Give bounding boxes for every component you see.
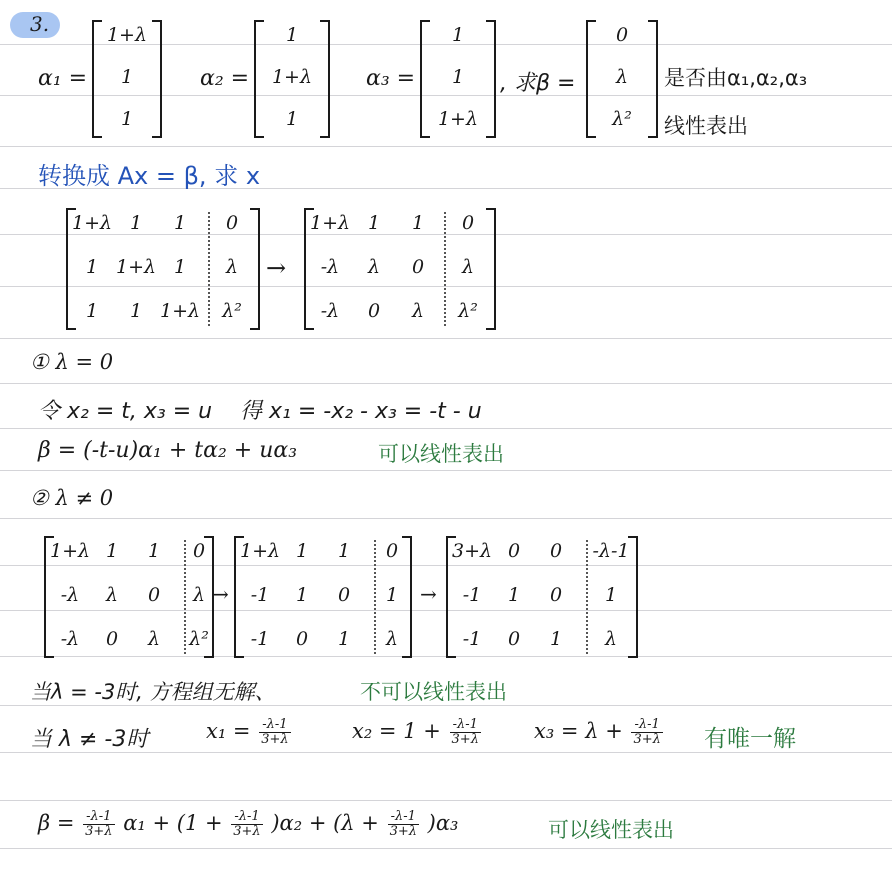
fraction-numerator: -λ-1 bbox=[450, 718, 481, 733]
matrix-cell: 3+λ bbox=[452, 540, 493, 562]
alpha3-vector bbox=[420, 20, 496, 138]
fraction bbox=[631, 718, 662, 747]
fraction-numerator: -λ-1 bbox=[231, 810, 262, 825]
matrix-cell: -λ bbox=[320, 256, 340, 278]
fraction bbox=[231, 810, 262, 839]
augmented-matrix-1 bbox=[66, 208, 260, 330]
matrix-cell: λ bbox=[147, 628, 161, 650]
alpha1-vector bbox=[92, 20, 162, 138]
problem-number: 3. bbox=[30, 12, 50, 36]
x3-label: x₃ = λ + bbox=[534, 719, 623, 743]
beta-final-expression bbox=[38, 810, 458, 839]
matrix-cell: -λ bbox=[60, 628, 80, 650]
matrix-cell: -1 bbox=[250, 584, 270, 606]
matrix-cell: -λ bbox=[320, 300, 340, 322]
fraction-numerator: -λ-1 bbox=[259, 718, 290, 733]
fraction bbox=[388, 810, 419, 839]
case1-beta-expression: β = (-t-u)α₁ + tα₂ + uα₃ bbox=[38, 438, 298, 463]
matrix-cell: 0 bbox=[367, 300, 381, 322]
alpha1-label: α₁ = bbox=[38, 66, 88, 91]
augmented-matrix-2 bbox=[304, 208, 496, 330]
unique-solution-note: 有唯一解 bbox=[704, 726, 796, 752]
matrix-cell: 0 bbox=[147, 584, 161, 606]
x2-solution bbox=[352, 718, 483, 747]
matrix-cell: -1 bbox=[462, 628, 482, 650]
matrix-cell: λ² bbox=[222, 300, 242, 322]
case2-unique-condition: 当 λ ≠ -3时 bbox=[30, 727, 149, 752]
x1-label: x₁ = bbox=[206, 719, 251, 743]
matrix-cell: 1 bbox=[411, 212, 425, 234]
alpha1-entry: 1+λ bbox=[106, 24, 148, 46]
row-reduce-arrow: → bbox=[266, 254, 287, 282]
matrix-cell: 0 bbox=[105, 628, 119, 650]
matrix-cell: 1 bbox=[147, 540, 161, 562]
matrix-cell: -1 bbox=[462, 584, 482, 606]
matrix-cell: 0 bbox=[385, 540, 399, 562]
matrix-cell: 0 bbox=[411, 256, 425, 278]
alpha2-label: α₂ = bbox=[200, 66, 250, 91]
x2-label: x₂ = 1 + bbox=[352, 719, 441, 743]
beta-vector bbox=[586, 20, 658, 138]
matrix-cell: 1+λ bbox=[116, 256, 157, 278]
matrix-cell: λ bbox=[225, 256, 239, 278]
matrix-cell: 1 bbox=[367, 212, 381, 234]
matrix-cell: 0 bbox=[295, 628, 309, 650]
case2-matrix-1 bbox=[44, 536, 214, 658]
matrix-cell: 1 bbox=[507, 584, 521, 606]
matrix-cell: 1 bbox=[549, 628, 563, 650]
matrix-cell: 1+λ bbox=[240, 540, 281, 562]
matrix-cell: 0 bbox=[192, 540, 206, 562]
row-reduce-arrow: → bbox=[212, 582, 229, 606]
beta-term-3: )α₃ bbox=[427, 811, 459, 835]
alpha3-entry: 1 bbox=[451, 66, 465, 88]
matrix-cell: 1 bbox=[105, 540, 119, 562]
matrix-cell: 0 bbox=[337, 584, 351, 606]
matrix-cell: -λ-1 bbox=[592, 540, 630, 562]
matrix-cell: λ bbox=[367, 256, 381, 278]
beta-final-label: β = bbox=[38, 811, 75, 835]
matrix-cell: 1 bbox=[337, 628, 351, 650]
case1-conclusion: 可以线性表出 bbox=[378, 442, 504, 466]
fraction-numerator: -λ-1 bbox=[631, 718, 662, 733]
beta-entry: λ bbox=[615, 66, 629, 88]
matrix-cell: 1 bbox=[85, 256, 99, 278]
fraction-denominator: 3+λ bbox=[261, 732, 289, 747]
fraction-denominator: 3+λ bbox=[233, 824, 261, 839]
convert-instruction: 转换成 Ax = β, 求 x bbox=[38, 162, 261, 190]
matrix-cell: 1 bbox=[173, 256, 187, 278]
alpha1-entry: 1 bbox=[120, 108, 134, 130]
alpha3-entry: 1+λ bbox=[437, 108, 479, 130]
matrix-cell: 1 bbox=[129, 300, 143, 322]
alpha2-vector bbox=[254, 20, 330, 138]
case2-heading: ② λ ≠ 0 bbox=[30, 486, 114, 510]
case1-let-statement: 令 x₂ = t, x₃ = u bbox=[38, 399, 213, 424]
matrix-cell: 0 bbox=[461, 212, 475, 234]
alpha2-entry: 1 bbox=[285, 24, 299, 46]
case1-heading: ① λ = 0 bbox=[30, 350, 114, 374]
matrix-cell: 1+λ bbox=[72, 212, 113, 234]
x1-solution bbox=[206, 718, 293, 747]
matrix-cell: 0 bbox=[549, 584, 563, 606]
matrix-cell: 1 bbox=[129, 212, 143, 234]
matrix-cell: 1 bbox=[173, 212, 187, 234]
beta-final-conclusion: 可以线性表出 bbox=[548, 818, 674, 842]
question-line-1: 是否由α₁,α₂,α₃ bbox=[664, 66, 808, 90]
case1-solution: 得 x₁ = -x₂ - x₃ = -t - u bbox=[240, 399, 482, 424]
beta-entry: λ² bbox=[612, 108, 632, 130]
matrix-cell: λ² bbox=[458, 300, 478, 322]
matrix-cell: -λ bbox=[60, 584, 80, 606]
matrix-cell: 1 bbox=[85, 300, 99, 322]
fraction-denominator: 3+λ bbox=[389, 824, 417, 839]
fraction-denominator: 3+λ bbox=[85, 824, 113, 839]
beta-term-1: α₁ + (1 + bbox=[123, 811, 223, 835]
alpha3-label: α₃ = bbox=[366, 66, 416, 91]
alpha1-entry: 1 bbox=[120, 66, 134, 88]
fraction bbox=[83, 810, 114, 839]
matrix-cell: λ bbox=[192, 584, 206, 606]
matrix-cell: 1 bbox=[295, 584, 309, 606]
fraction-numerator: -λ-1 bbox=[388, 810, 419, 825]
fraction bbox=[450, 718, 481, 747]
matrix-cell: 0 bbox=[507, 540, 521, 562]
row-reduce-arrow: → bbox=[420, 582, 437, 606]
fraction-denominator: 3+λ bbox=[451, 732, 479, 747]
matrix-cell: 0 bbox=[225, 212, 239, 234]
x3-solution bbox=[534, 718, 665, 747]
matrix-cell: λ bbox=[411, 300, 425, 322]
matrix-cell: λ² bbox=[189, 628, 209, 650]
matrix-cell: 0 bbox=[549, 540, 563, 562]
matrix-cell: 1+λ bbox=[160, 300, 201, 322]
matrix-cell: -1 bbox=[250, 628, 270, 650]
matrix-cell: 1 bbox=[337, 540, 351, 562]
fraction-numerator: -λ-1 bbox=[83, 810, 114, 825]
case2-matrix-2 bbox=[234, 536, 412, 658]
case2-no-solution-conclusion: 不可以线性表出 bbox=[360, 680, 507, 704]
case2-no-solution-condition: 当λ = -3时, 方程组无解、 bbox=[30, 680, 276, 704]
matrix-cell: 1+λ bbox=[310, 212, 351, 234]
fraction bbox=[259, 718, 290, 747]
matrix-cell: λ bbox=[105, 584, 119, 606]
question-line-2: 线性表出 bbox=[664, 114, 748, 138]
beta-term-2: )α₂ + (λ + bbox=[271, 811, 379, 835]
beta-label: , 求β = bbox=[500, 71, 576, 96]
matrix-cell: λ bbox=[385, 628, 399, 650]
fraction-denominator: 3+λ bbox=[633, 732, 661, 747]
alpha2-entry: 1+λ bbox=[271, 66, 313, 88]
matrix-cell: 1 bbox=[295, 540, 309, 562]
matrix-cell: 1 bbox=[604, 584, 618, 606]
matrix-cell: 1+λ bbox=[50, 540, 91, 562]
alpha2-entry: 1 bbox=[285, 108, 299, 130]
beta-entry: 0 bbox=[615, 24, 629, 46]
case2-matrix-3 bbox=[446, 536, 638, 658]
matrix-cell: 1 bbox=[385, 584, 399, 606]
alpha3-entry: 1 bbox=[451, 24, 465, 46]
matrix-cell: λ bbox=[604, 628, 618, 650]
matrix-cell: λ bbox=[461, 256, 475, 278]
matrix-cell: 0 bbox=[507, 628, 521, 650]
